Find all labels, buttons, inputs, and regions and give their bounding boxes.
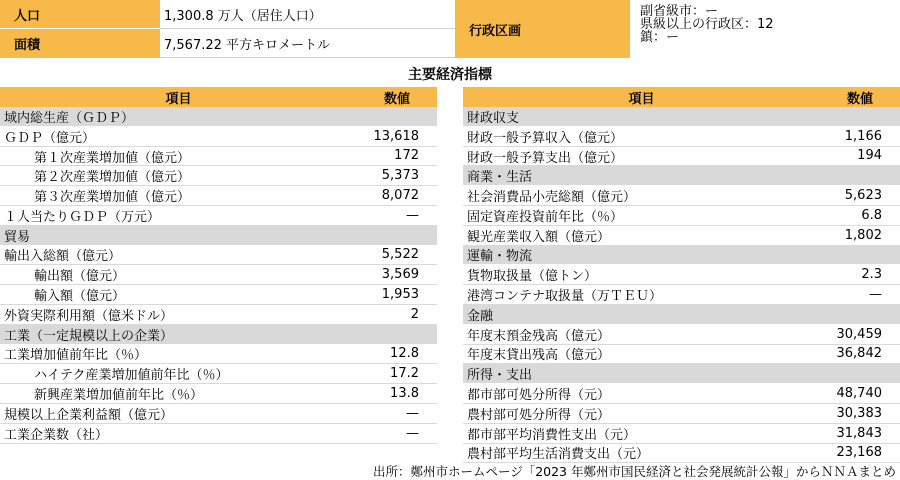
- row-label: 第２次産業増加値（億元）: [34, 170, 191, 186]
- table-row: [463, 404, 900, 424]
- row-label: 社会消費品小売総額（億元）: [467, 190, 637, 206]
- section-row: [463, 246, 900, 266]
- row-value: 1,166: [844, 128, 882, 144]
- table-row: [463, 226, 900, 246]
- row-label: 港湾コンテナ取扱量（万ＴＥＵ）: [467, 289, 663, 305]
- row-value: 36,842: [836, 346, 882, 362]
- table-row: [0, 305, 437, 325]
- table-row: [0, 345, 437, 365]
- row-label: 農村部平均生活消費支出（元）: [467, 447, 650, 463]
- right-table-body: [463, 107, 900, 463]
- section-row: [0, 226, 437, 246]
- row-value: 1,953: [381, 287, 419, 303]
- row-label: 観光産業収入額（億元）: [467, 229, 611, 245]
- row-label: 財政一般予算収入（億元）: [467, 130, 624, 146]
- table-row: [463, 424, 900, 444]
- row-value: 5,522: [381, 247, 419, 263]
- table-row: [0, 166, 437, 186]
- row-value: 5,623: [844, 188, 882, 204]
- section-label: 運輸・物流: [467, 249, 533, 265]
- table-row: [0, 384, 437, 404]
- row-value: —: [869, 287, 882, 303]
- table-row: [0, 186, 437, 206]
- row-label: １人当たりＧＤＰ（万元）: [4, 209, 161, 225]
- row-label: 輸出額（億元）: [34, 269, 126, 285]
- header-item: 項目: [165, 91, 192, 107]
- table-row: [463, 127, 900, 147]
- table-row: [463, 186, 900, 206]
- row-label: 固定資産投資前年比（％）: [467, 209, 624, 225]
- page-title: 主要経済指標: [408, 67, 492, 83]
- row-value: 194: [857, 148, 882, 164]
- table-row: [0, 246, 437, 266]
- table-row: [0, 147, 437, 167]
- row-value: 5,373: [381, 168, 419, 184]
- area-value: 7,567.22 平方キロメートル: [160, 29, 455, 58]
- row-label: 都市部可処分所得（元）: [467, 388, 611, 404]
- table-row: [0, 285, 437, 305]
- admin-label: 行政区画: [455, 0, 630, 58]
- row-label: ハイテク産業増加値前年比（％）: [34, 368, 229, 384]
- row-value: 31,843: [836, 425, 882, 441]
- table-row: [0, 404, 437, 424]
- row-label: 農村部可処分所得（元）: [467, 407, 611, 423]
- row-label: 貨物取扱量（億トン）: [467, 269, 598, 285]
- table-header: [463, 87, 900, 107]
- section-label: 商業・生活: [467, 170, 533, 186]
- row-value: 2: [410, 306, 419, 322]
- section-row: [463, 364, 900, 384]
- section-label: 貿易: [4, 229, 31, 245]
- section-row: [0, 325, 437, 345]
- row-value: 172: [394, 148, 419, 164]
- section-label: 工業（一定規模以上の企業）: [4, 328, 174, 344]
- row-label: ＧＤＰ（億元）: [4, 130, 96, 146]
- table-row: [463, 444, 900, 464]
- section-label: 金融: [467, 308, 494, 324]
- table-row: [0, 364, 437, 384]
- row-label: 工業増加値前年比（％）: [4, 348, 148, 364]
- row-label: 輸出入総額（億元）: [4, 249, 122, 265]
- row-value: 13,618: [373, 128, 419, 144]
- header-value: 数値: [846, 91, 873, 107]
- source-note: 出所：鄭州市ホームページ「2023 年鄭州市国民経済と社会発展統計公報」からＮＮＡまとめ: [372, 464, 896, 479]
- summary-panel: [0, 0, 900, 58]
- row-label: 工業企業数（社）: [4, 427, 109, 443]
- header-item: 項目: [628, 91, 655, 107]
- table-row: [463, 325, 900, 345]
- section-label: 所得・支出: [467, 368, 533, 384]
- area-label: 面積: [0, 29, 160, 58]
- row-value: 30,459: [836, 326, 882, 342]
- table-row: [463, 384, 900, 404]
- row-value: 23,168: [836, 445, 882, 461]
- header-value: 数値: [383, 91, 410, 107]
- row-value: 3,569: [381, 267, 419, 283]
- row-value: 8,072: [381, 188, 419, 204]
- table-row: [0, 265, 437, 285]
- admin-line: 副省級市：ー: [640, 4, 719, 19]
- table-row: [463, 345, 900, 365]
- section-label: 財政収支: [467, 110, 520, 126]
- row-value: 6.8: [861, 207, 882, 223]
- row-label: 第１次産業増加値（億元）: [34, 150, 191, 166]
- row-value: 48,740: [836, 386, 882, 402]
- row-value: —: [406, 207, 419, 223]
- section-row: [463, 305, 900, 325]
- row-label: 都市部平均消費性支出（元）: [467, 427, 637, 443]
- row-value: 1,802: [844, 227, 882, 243]
- left-table: [0, 87, 437, 444]
- population-value: 1,300.8 万人（居住人口）: [160, 0, 455, 29]
- section-label: 域内総生産（ＧＤＰ）: [4, 110, 135, 126]
- row-label: 第３次産業増加値（億元）: [34, 190, 191, 206]
- row-label: 外資実際利用額（億米ドル）: [4, 308, 174, 324]
- table-row: [463, 147, 900, 167]
- row-value: 13.8: [390, 386, 419, 402]
- row-value: 17.2: [390, 366, 419, 382]
- row-label: 年度末預金残高（億元）: [467, 328, 611, 344]
- table-header: [0, 87, 437, 107]
- row-value: 30,383: [836, 405, 882, 421]
- row-label: 規模以上企業利益額（億元）: [4, 407, 174, 423]
- right-table: [463, 87, 900, 463]
- section-row: [0, 107, 437, 127]
- table-row: [0, 424, 437, 444]
- row-label: 財政一般予算支出（億元）: [467, 150, 624, 166]
- admin-info: [630, 0, 900, 58]
- row-value: —: [406, 425, 419, 441]
- table-row: [463, 285, 900, 305]
- table-row: [0, 127, 437, 147]
- admin-line: 鎮：ー: [640, 30, 680, 45]
- section-row: [463, 166, 900, 186]
- row-value: 2.3: [861, 267, 882, 283]
- section-row: [463, 107, 900, 127]
- table-row: [463, 265, 900, 285]
- admin-line: 県級以上の行政区：12: [640, 17, 774, 32]
- table-row: [463, 206, 900, 226]
- row-label: 新興産業増加値前年比（％）: [34, 388, 204, 404]
- row-label: 輸入額（億元）: [34, 289, 126, 305]
- left-table-body: [0, 107, 437, 444]
- table-row: [0, 206, 437, 226]
- row-label: 年度末貸出残高（億元）: [467, 348, 611, 364]
- row-value: 12.8: [390, 346, 419, 362]
- row-value: —: [406, 405, 419, 421]
- population-label: 人口: [0, 0, 160, 29]
